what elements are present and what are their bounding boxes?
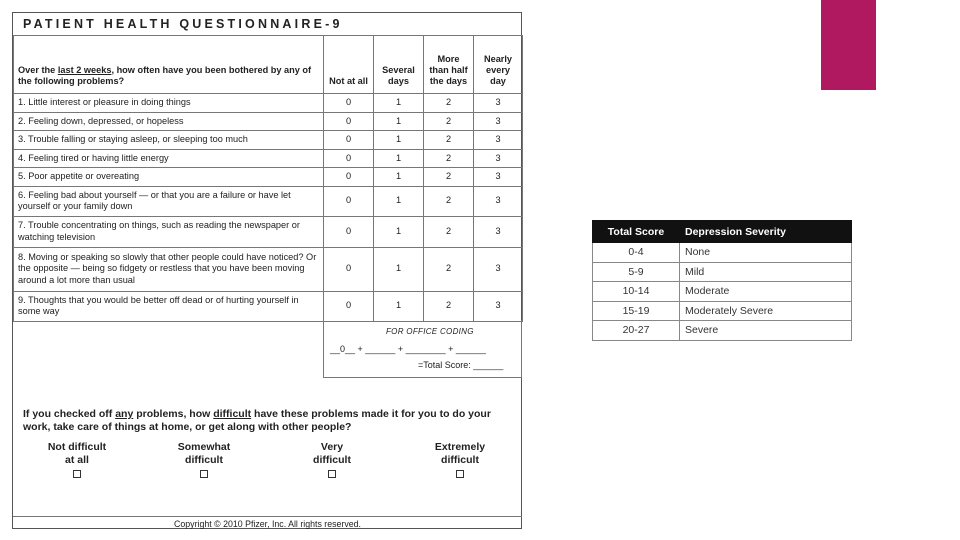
score-option[interactable]: 3 <box>474 149 523 168</box>
severity-level: None <box>680 243 852 263</box>
score-option[interactable]: 1 <box>374 131 424 150</box>
score-option[interactable]: 3 <box>474 291 523 321</box>
item-row <box>14 216 523 247</box>
score-option[interactable]: 1 <box>374 216 424 247</box>
score-option[interactable]: 2 <box>424 186 474 216</box>
score-option[interactable]: 0 <box>324 291 374 321</box>
score-option[interactable]: 2 <box>424 149 474 168</box>
questionnaire-table <box>13 35 523 322</box>
item-text: 9. Thoughts that you would be better off dead or of hurting yourself in some way <box>14 291 324 321</box>
difficulty-option-very[interactable] <box>272 441 392 482</box>
severity-row <box>593 321 852 341</box>
difficulty-option-not-difficult[interactable] <box>17 441 137 482</box>
office-coding-sum-line: __0__ + ______ + ________ + ______ <box>330 344 486 354</box>
score-option[interactable]: 3 <box>474 247 523 291</box>
difficulty-option-label: Not difficult at all <box>47 441 107 466</box>
score-option[interactable]: 1 <box>374 94 424 113</box>
severity-row <box>593 282 852 302</box>
checkbox[interactable] <box>73 470 81 478</box>
copyright: Copyright © 2010 Pfizer, Inc. All rights reserved. <box>13 516 522 531</box>
severity-row <box>593 301 852 321</box>
score-option[interactable]: 1 <box>374 149 424 168</box>
item-row <box>14 186 523 216</box>
severity-score-range: 0-4 <box>593 243 680 263</box>
score-option[interactable]: 0 <box>324 247 374 291</box>
item-row <box>14 247 523 291</box>
phq9-form <box>12 12 522 529</box>
severity-table <box>592 220 852 341</box>
score-option[interactable]: 2 <box>424 247 474 291</box>
item-text: 6. Feeling bad about yourself — or that you are a failure or have let yourself or your family down <box>14 186 324 216</box>
score-option[interactable]: 2 <box>424 291 474 321</box>
item-row <box>14 94 523 113</box>
office-coding-title: FOR OFFICE CODING <box>386 327 474 336</box>
difficulty-option-label: Extremely difficult <box>434 441 486 466</box>
score-option[interactable]: 3 <box>474 94 523 113</box>
score-option[interactable]: 2 <box>424 216 474 247</box>
total-score-field[interactable]: =Total Score: ______ <box>418 360 504 370</box>
severity-score-range: 10-14 <box>593 282 680 302</box>
item-row <box>14 168 523 187</box>
score-option[interactable]: 0 <box>324 216 374 247</box>
score-option[interactable]: 0 <box>324 186 374 216</box>
checkbox[interactable] <box>456 470 464 478</box>
score-option[interactable]: 2 <box>424 131 474 150</box>
question-header: Over the last 2 weeks, how often have you been bothered by any of the following problems? <box>14 36 324 94</box>
severity-row <box>593 262 852 282</box>
item-text: 3. Trouble falling or staying asleep, or sleeping too much <box>14 131 324 150</box>
score-option[interactable]: 2 <box>424 168 474 187</box>
score-option[interactable]: 0 <box>324 149 374 168</box>
checkbox[interactable] <box>200 470 208 478</box>
item-row <box>14 112 523 131</box>
form-title: PATIENT HEALTH QUESTIONNAIRE-9 <box>13 13 521 36</box>
score-option[interactable]: 0 <box>324 168 374 187</box>
score-option[interactable]: 1 <box>374 291 424 321</box>
severity-level: Severe <box>680 321 852 341</box>
difficulty-options <box>13 441 522 491</box>
score-option[interactable]: 1 <box>374 112 424 131</box>
difficulty-option-label: Somewhat difficult <box>177 441 231 466</box>
checkbox[interactable] <box>328 470 336 478</box>
col-header-nearly-every-day: Nearly every day <box>474 36 523 94</box>
score-option[interactable]: 3 <box>474 216 523 247</box>
item-text: 2. Feeling down, depressed, or hopeless <box>14 112 324 131</box>
score-option[interactable]: 3 <box>474 168 523 187</box>
item-text: 7. Trouble concentrating on things, such as reading the newspaper or watching television <box>14 216 324 247</box>
col-header-several-days: Several days <box>374 36 424 94</box>
header-row <box>14 36 523 94</box>
difficulty-option-somewhat[interactable] <box>144 441 264 482</box>
item-row <box>14 291 523 321</box>
severity-header-score: Total Score <box>593 221 680 243</box>
difficulty-question: If you checked off any problems, how difficult have these problems made it for you to do your work, take care of things at home, or get along with other people? <box>23 408 491 433</box>
difficulty-option-extremely[interactable] <box>400 441 520 482</box>
col-header-not-at-all: Not at all <box>324 36 374 94</box>
score-option[interactable]: 2 <box>424 112 474 131</box>
col-header-more-than-half: More than half the days <box>424 36 474 94</box>
item-text: 8. Moving or speaking so slowly that other people could have noticed? Or the opposite — being so fidgety or restless that you have been moving around a lot more than usual <box>14 247 324 291</box>
item-text: 4. Feeling tired or having little energy <box>14 149 324 168</box>
severity-level: Mild <box>680 262 852 282</box>
severity-score-range: 20-27 <box>593 321 680 341</box>
severity-score-range: 5-9 <box>593 262 680 282</box>
score-option[interactable]: 0 <box>324 131 374 150</box>
item-text: 5. Poor appetite or overeating <box>14 168 324 187</box>
score-option[interactable]: 3 <box>474 112 523 131</box>
score-option[interactable]: 3 <box>474 131 523 150</box>
severity-header-level: Depression Severity <box>680 221 852 243</box>
score-option[interactable]: 0 <box>324 94 374 113</box>
score-option[interactable]: 3 <box>474 186 523 216</box>
item-text: 1. Little interest or pleasure in doing things <box>14 94 324 113</box>
severity-score-range: 15-19 <box>593 301 680 321</box>
item-row <box>14 149 523 168</box>
difficulty-option-label: Very difficult <box>313 441 351 466</box>
severity-header-row <box>593 221 852 243</box>
score-option[interactable]: 1 <box>374 247 424 291</box>
severity-level: Moderately Severe <box>680 301 852 321</box>
severity-row <box>593 243 852 263</box>
accent-bar <box>821 0 876 90</box>
score-option[interactable]: 1 <box>374 186 424 216</box>
item-row <box>14 131 523 150</box>
severity-level: Moderate <box>680 282 852 302</box>
score-option[interactable]: 2 <box>424 94 474 113</box>
score-option[interactable]: 1 <box>374 168 424 187</box>
office-coding-box <box>323 320 522 378</box>
score-option[interactable]: 0 <box>324 112 374 131</box>
